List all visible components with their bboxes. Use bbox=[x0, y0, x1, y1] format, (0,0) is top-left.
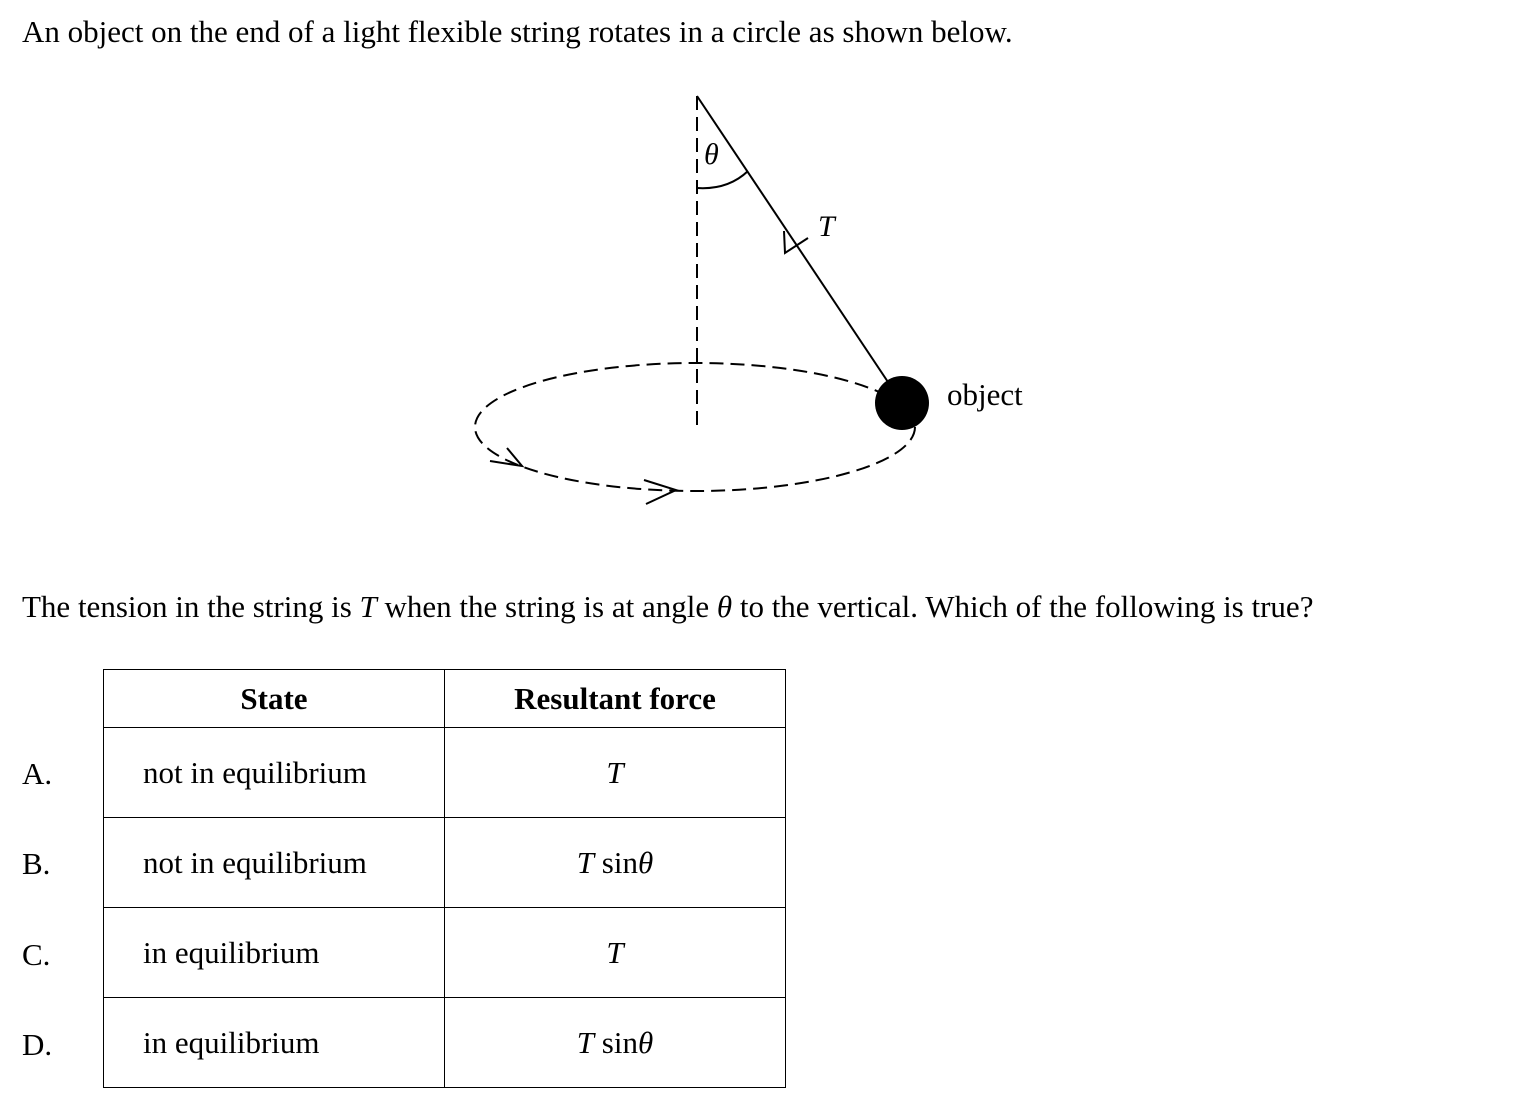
table-row bbox=[104, 908, 786, 998]
question-text bbox=[22, 589, 1313, 625]
table-row bbox=[104, 998, 786, 1088]
force-t-b: T bbox=[576, 844, 595, 880]
question-part2: when the string is at angle bbox=[376, 589, 717, 624]
force-cell-b bbox=[445, 818, 786, 908]
direction-arrow-icon-2 bbox=[644, 480, 676, 504]
object-label: object bbox=[947, 377, 1023, 412]
question-part1: The tension in the string is bbox=[22, 589, 360, 624]
force-cell-a bbox=[445, 728, 786, 818]
state-cell-c: in equilibrium bbox=[104, 908, 445, 998]
options-table bbox=[103, 669, 786, 1088]
intro-text: An object on the end of a light flexible string rotates in a circle as shown below. bbox=[22, 14, 1013, 49]
header-state: State bbox=[104, 670, 445, 728]
force-rest-d: sin bbox=[594, 1024, 638, 1060]
string-line bbox=[697, 96, 888, 382]
question-theta: θ bbox=[716, 589, 733, 624]
option-letter-a: A. bbox=[22, 756, 53, 791]
header-resultant-force: Resultant force bbox=[445, 670, 786, 728]
question-part3: to the vertical. Which of the following is true? bbox=[732, 589, 1314, 624]
question-t: T bbox=[359, 589, 377, 624]
force-t-a: T bbox=[606, 754, 624, 790]
force-t-d: T bbox=[576, 1024, 595, 1060]
angle-arc bbox=[697, 171, 748, 188]
option-letter-b: B. bbox=[22, 846, 51, 881]
tension-arrow-icon bbox=[784, 231, 808, 253]
circular-path bbox=[475, 363, 915, 491]
force-cell-c bbox=[445, 908, 786, 998]
table-row bbox=[104, 728, 786, 818]
state-cell-b: not in equilibrium bbox=[104, 818, 445, 908]
force-rest-b: sin bbox=[594, 844, 638, 880]
option-letter-c: C. bbox=[22, 937, 51, 972]
theta-label: θ bbox=[704, 138, 719, 171]
table-header-row bbox=[104, 670, 786, 728]
option-letter-d: D. bbox=[22, 1027, 53, 1062]
force-t-c: T bbox=[606, 934, 624, 970]
table-row bbox=[104, 818, 786, 908]
object-ball bbox=[875, 376, 929, 430]
direction-arrow-icon bbox=[490, 448, 522, 466]
force-theta-b: θ bbox=[637, 844, 654, 880]
force-theta-d: θ bbox=[637, 1024, 654, 1060]
force-cell-d bbox=[445, 998, 786, 1088]
state-cell-a: not in equilibrium bbox=[104, 728, 445, 818]
state-cell-d: in equilibrium bbox=[104, 998, 445, 1088]
tension-label: T bbox=[818, 210, 835, 243]
